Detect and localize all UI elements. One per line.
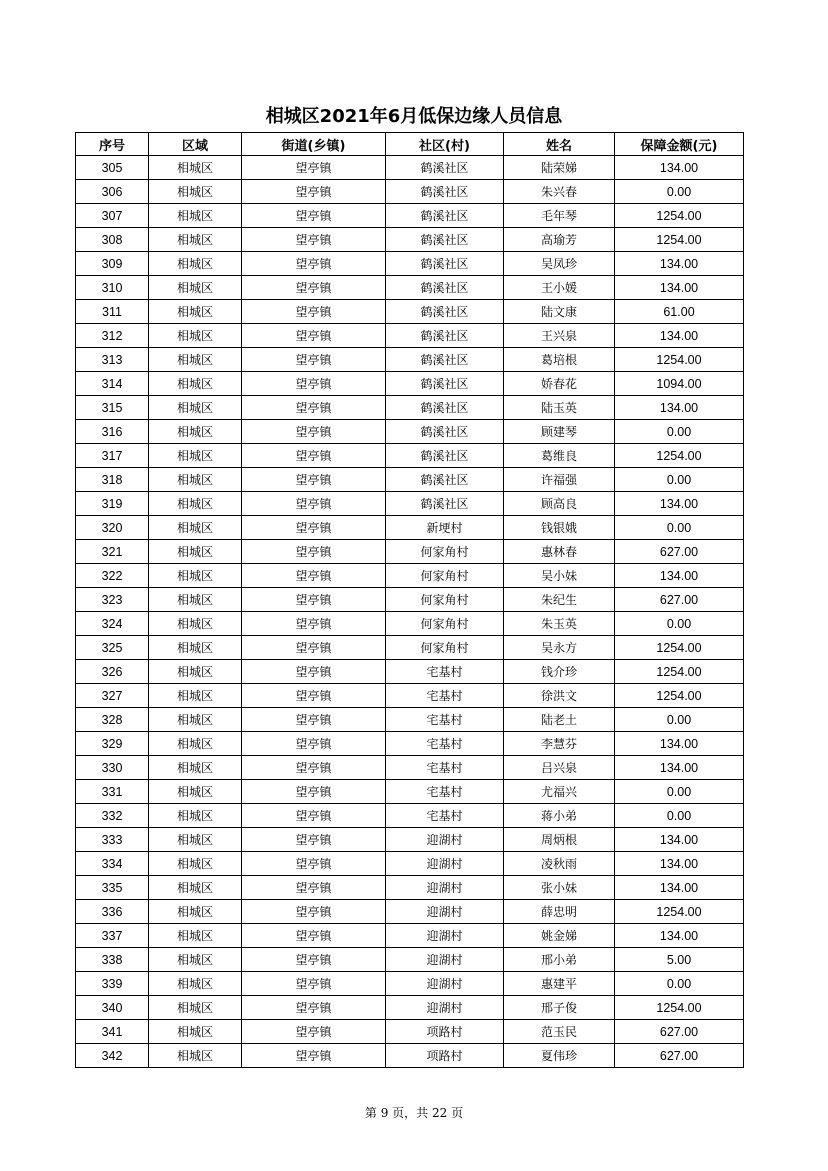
- serial-number-cell: 342: [76, 1044, 149, 1068]
- name-cell: 吴永方: [504, 636, 615, 660]
- street-town-cell: 望亭镇: [242, 468, 386, 492]
- header-street-town: 街道(乡镇): [242, 133, 386, 156]
- street-town-cell: 望亭镇: [242, 444, 386, 468]
- serial-number-cell: 316: [76, 420, 149, 444]
- serial-number-cell: 309: [76, 252, 149, 276]
- street-town-cell: 望亭镇: [242, 252, 386, 276]
- serial-number-cell: 330: [76, 756, 149, 780]
- table-row: [76, 564, 744, 588]
- name-cell: 高瑜芳: [504, 228, 615, 252]
- street-town-cell: 望亭镇: [242, 828, 386, 852]
- benefit-amount-cell: 134.00: [615, 756, 744, 780]
- community-village-cell: 迎湖村: [386, 852, 504, 876]
- district-cell: 相城区: [149, 996, 242, 1020]
- district-cell: 相城区: [149, 444, 242, 468]
- benefit-amount-cell: 134.00: [615, 876, 744, 900]
- serial-number-cell: 336: [76, 900, 149, 924]
- district-cell: 相城区: [149, 708, 242, 732]
- benefit-amount-cell: 0.00: [615, 612, 744, 636]
- table-header-row: [76, 133, 744, 156]
- name-cell: 夏伟珍: [504, 1044, 615, 1068]
- serial-number-cell: 317: [76, 444, 149, 468]
- name-cell: 蒋小弟: [504, 804, 615, 828]
- table-row: [76, 372, 744, 396]
- district-cell: 相城区: [149, 948, 242, 972]
- benefit-amount-cell: 0.00: [615, 468, 744, 492]
- table-body: [76, 156, 744, 1068]
- street-town-cell: 望亭镇: [242, 804, 386, 828]
- community-village-cell: 鹤溪社区: [386, 420, 504, 444]
- page-footer: 第 9 页，共 22 页: [364, 1106, 464, 1120]
- serial-number-cell: 321: [76, 540, 149, 564]
- serial-number-cell: 324: [76, 612, 149, 636]
- benefit-amount-cell: 134.00: [615, 156, 744, 180]
- serial-number-cell: 341: [76, 1020, 149, 1044]
- serial-number-cell: 331: [76, 780, 149, 804]
- table-row: [76, 708, 744, 732]
- community-village-cell: 鹤溪社区: [386, 300, 504, 324]
- benefit-amount-cell: 1094.00: [615, 372, 744, 396]
- table-row: [76, 324, 744, 348]
- table-row: [76, 828, 744, 852]
- district-cell: 相城区: [149, 276, 242, 300]
- serial-number-cell: 333: [76, 828, 149, 852]
- name-cell: 吴小妹: [504, 564, 615, 588]
- district-cell: 相城区: [149, 564, 242, 588]
- benefit-amount-cell: 134.00: [615, 828, 744, 852]
- benefit-amount-cell: 627.00: [615, 588, 744, 612]
- benefit-amount-cell: 134.00: [615, 276, 744, 300]
- community-village-cell: 鹤溪社区: [386, 252, 504, 276]
- benefit-amount-cell: 61.00: [615, 300, 744, 324]
- community-village-cell: 新埂村: [386, 516, 504, 540]
- district-cell: 相城区: [149, 396, 242, 420]
- benefit-amount-cell: 5.00: [615, 948, 744, 972]
- community-village-cell: 鹤溪社区: [386, 492, 504, 516]
- community-village-cell: 鹤溪社区: [386, 444, 504, 468]
- table-row: [76, 972, 744, 996]
- district-cell: 相城区: [149, 732, 242, 756]
- street-town-cell: 望亭镇: [242, 900, 386, 924]
- name-cell: 娇春花: [504, 372, 615, 396]
- table-row: [76, 1020, 744, 1044]
- table-row: [76, 948, 744, 972]
- street-town-cell: 望亭镇: [242, 636, 386, 660]
- street-town-cell: 望亭镇: [242, 180, 386, 204]
- table-row: [76, 180, 744, 204]
- community-village-cell: 宅基村: [386, 684, 504, 708]
- header-district: 区域: [149, 133, 242, 156]
- street-town-cell: 望亭镇: [242, 156, 386, 180]
- community-village-cell: 迎湖村: [386, 948, 504, 972]
- serial-number-cell: 310: [76, 276, 149, 300]
- community-village-cell: 鹤溪社区: [386, 180, 504, 204]
- district-cell: 相城区: [149, 516, 242, 540]
- benefit-amount-cell: 1254.00: [615, 204, 744, 228]
- recipient-table: [75, 132, 744, 1068]
- street-town-cell: 望亭镇: [242, 1020, 386, 1044]
- table-row: [76, 756, 744, 780]
- serial-number-cell: 305: [76, 156, 149, 180]
- serial-number-cell: 338: [76, 948, 149, 972]
- community-village-cell: 鹤溪社区: [386, 204, 504, 228]
- community-village-cell: 迎湖村: [386, 972, 504, 996]
- street-town-cell: 望亭镇: [242, 708, 386, 732]
- community-village-cell: 何家角村: [386, 612, 504, 636]
- benefit-amount-cell: 627.00: [615, 1044, 744, 1068]
- name-cell: 葛培根: [504, 348, 615, 372]
- table-row: [76, 900, 744, 924]
- name-cell: 范玉民: [504, 1020, 615, 1044]
- table-row: [76, 204, 744, 228]
- street-town-cell: 望亭镇: [242, 348, 386, 372]
- serial-number-cell: 340: [76, 996, 149, 1020]
- name-cell: 凌秋雨: [504, 852, 615, 876]
- street-town-cell: 望亭镇: [242, 564, 386, 588]
- street-town-cell: 望亭镇: [242, 756, 386, 780]
- district-cell: 相城区: [149, 780, 242, 804]
- table-row: [76, 804, 744, 828]
- district-cell: 相城区: [149, 468, 242, 492]
- community-village-cell: 宅基村: [386, 708, 504, 732]
- name-cell: 朱兴春: [504, 180, 615, 204]
- serial-number-cell: 328: [76, 708, 149, 732]
- district-cell: 相城区: [149, 612, 242, 636]
- street-town-cell: 望亭镇: [242, 660, 386, 684]
- street-town-cell: 望亭镇: [242, 540, 386, 564]
- table-row: [76, 588, 744, 612]
- table-row: [76, 996, 744, 1020]
- name-cell: 周炳根: [504, 828, 615, 852]
- table-row: [76, 444, 744, 468]
- table-row: [76, 660, 744, 684]
- table-row: [76, 396, 744, 420]
- benefit-amount-cell: 0.00: [615, 804, 744, 828]
- district-cell: 相城区: [149, 180, 242, 204]
- table-row: [76, 1044, 744, 1068]
- header-name: 姓名: [504, 133, 615, 156]
- table-row: [76, 924, 744, 948]
- district-cell: 相城区: [149, 1044, 242, 1068]
- table-row: [76, 516, 744, 540]
- community-village-cell: 何家角村: [386, 564, 504, 588]
- name-cell: 李慧芬: [504, 732, 615, 756]
- table-row: [76, 420, 744, 444]
- district-cell: 相城区: [149, 300, 242, 324]
- district-cell: 相城区: [149, 660, 242, 684]
- benefit-amount-cell: 1254.00: [615, 900, 744, 924]
- name-cell: 姚金娣: [504, 924, 615, 948]
- district-cell: 相城区: [149, 228, 242, 252]
- street-town-cell: 望亭镇: [242, 204, 386, 228]
- serial-number-cell: 312: [76, 324, 149, 348]
- community-village-cell: 鹤溪社区: [386, 348, 504, 372]
- name-cell: 王小媛: [504, 276, 615, 300]
- district-cell: 相城区: [149, 924, 242, 948]
- benefit-amount-cell: 1254.00: [615, 228, 744, 252]
- benefit-amount-cell: 1254.00: [615, 684, 744, 708]
- serial-number-cell: 322: [76, 564, 149, 588]
- street-town-cell: 望亭镇: [242, 420, 386, 444]
- table-row: [76, 300, 744, 324]
- community-village-cell: 迎湖村: [386, 900, 504, 924]
- street-town-cell: 望亭镇: [242, 780, 386, 804]
- table-row: [76, 468, 744, 492]
- benefit-amount-cell: 1254.00: [615, 348, 744, 372]
- street-town-cell: 望亭镇: [242, 996, 386, 1020]
- name-cell: 尤福兴: [504, 780, 615, 804]
- district-cell: 相城区: [149, 852, 242, 876]
- serial-number-cell: 326: [76, 660, 149, 684]
- community-village-cell: 何家角村: [386, 636, 504, 660]
- district-cell: 相城区: [149, 156, 242, 180]
- street-town-cell: 望亭镇: [242, 924, 386, 948]
- benefit-amount-cell: 1254.00: [615, 996, 744, 1020]
- name-cell: 邢小弟: [504, 948, 615, 972]
- name-cell: 许福强: [504, 468, 615, 492]
- community-village-cell: 鹤溪社区: [386, 396, 504, 420]
- benefit-amount-cell: 0.00: [615, 516, 744, 540]
- name-cell: 朱玉英: [504, 612, 615, 636]
- district-cell: 相城区: [149, 900, 242, 924]
- serial-number-cell: 323: [76, 588, 149, 612]
- district-cell: 相城区: [149, 636, 242, 660]
- serial-number-cell: 332: [76, 804, 149, 828]
- name-cell: 钱介珍: [504, 660, 615, 684]
- district-cell: 相城区: [149, 420, 242, 444]
- serial-number-cell: 314: [76, 372, 149, 396]
- community-village-cell: 鹤溪社区: [386, 276, 504, 300]
- serial-number-cell: 329: [76, 732, 149, 756]
- district-cell: 相城区: [149, 828, 242, 852]
- serial-number-cell: 318: [76, 468, 149, 492]
- benefit-amount-cell: 134.00: [615, 852, 744, 876]
- serial-number-cell: 319: [76, 492, 149, 516]
- name-cell: 陆老土: [504, 708, 615, 732]
- street-town-cell: 望亭镇: [242, 612, 386, 636]
- community-village-cell: 鹤溪社区: [386, 156, 504, 180]
- name-cell: 毛年琴: [504, 204, 615, 228]
- street-town-cell: 望亭镇: [242, 372, 386, 396]
- district-cell: 相城区: [149, 684, 242, 708]
- table-row: [76, 852, 744, 876]
- benefit-amount-cell: 627.00: [615, 540, 744, 564]
- name-cell: 吴凤珍: [504, 252, 615, 276]
- table-row: [76, 540, 744, 564]
- serial-number-cell: 335: [76, 876, 149, 900]
- street-town-cell: 望亭镇: [242, 948, 386, 972]
- community-village-cell: 宅基村: [386, 732, 504, 756]
- street-town-cell: 望亭镇: [242, 1044, 386, 1068]
- name-cell: 吕兴泉: [504, 756, 615, 780]
- name-cell: 薛忠明: [504, 900, 615, 924]
- benefit-amount-cell: 134.00: [615, 492, 744, 516]
- table-row: [76, 876, 744, 900]
- community-village-cell: 何家角村: [386, 588, 504, 612]
- street-town-cell: 望亭镇: [242, 684, 386, 708]
- table-row: [76, 228, 744, 252]
- district-cell: 相城区: [149, 348, 242, 372]
- serial-number-cell: 313: [76, 348, 149, 372]
- name-cell: 王兴泉: [504, 324, 615, 348]
- community-village-cell: 宅基村: [386, 804, 504, 828]
- street-town-cell: 望亭镇: [242, 324, 386, 348]
- serial-number-cell: 311: [76, 300, 149, 324]
- community-village-cell: 迎湖村: [386, 924, 504, 948]
- table-row: [76, 276, 744, 300]
- benefit-amount-cell: 0.00: [615, 780, 744, 804]
- community-village-cell: 宅基村: [386, 756, 504, 780]
- serial-number-cell: 315: [76, 396, 149, 420]
- street-town-cell: 望亭镇: [242, 228, 386, 252]
- street-town-cell: 望亭镇: [242, 492, 386, 516]
- community-village-cell: 项路村: [386, 1020, 504, 1044]
- community-village-cell: 何家角村: [386, 540, 504, 564]
- district-cell: 相城区: [149, 804, 242, 828]
- street-town-cell: 望亭镇: [242, 396, 386, 420]
- header-community-village: 社区(村): [386, 133, 504, 156]
- name-cell: 惠林春: [504, 540, 615, 564]
- benefit-amount-cell: 134.00: [615, 564, 744, 588]
- name-cell: 钱银娥: [504, 516, 615, 540]
- street-town-cell: 望亭镇: [242, 852, 386, 876]
- district-cell: 相城区: [149, 876, 242, 900]
- community-village-cell: 鹤溪社区: [386, 468, 504, 492]
- table-row: [76, 780, 744, 804]
- benefit-amount-cell: 134.00: [615, 924, 744, 948]
- community-village-cell: 迎湖村: [386, 828, 504, 852]
- community-village-cell: 迎湖村: [386, 996, 504, 1020]
- table-row: [76, 492, 744, 516]
- community-village-cell: 迎湖村: [386, 876, 504, 900]
- benefit-amount-cell: 134.00: [615, 732, 744, 756]
- benefit-amount-cell: 1254.00: [615, 444, 744, 468]
- page-title: 相城区2021年6月低保边缘人员信息: [265, 106, 563, 127]
- street-town-cell: 望亭镇: [242, 516, 386, 540]
- benefit-amount-cell: 134.00: [615, 252, 744, 276]
- table-row: [76, 156, 744, 180]
- benefit-amount-cell: 0.00: [615, 180, 744, 204]
- community-village-cell: 宅基村: [386, 780, 504, 804]
- table-row: [76, 348, 744, 372]
- street-town-cell: 望亭镇: [242, 732, 386, 756]
- serial-number-cell: 327: [76, 684, 149, 708]
- table-row: [76, 684, 744, 708]
- street-town-cell: 望亭镇: [242, 588, 386, 612]
- benefit-amount-cell: 627.00: [615, 1020, 744, 1044]
- name-cell: 顾高良: [504, 492, 615, 516]
- name-cell: 张小妹: [504, 876, 615, 900]
- serial-number-cell: 325: [76, 636, 149, 660]
- benefit-amount-cell: 1254.00: [615, 660, 744, 684]
- benefit-amount-cell: 134.00: [615, 324, 744, 348]
- name-cell: 徐洪文: [504, 684, 615, 708]
- name-cell: 惠建平: [504, 972, 615, 996]
- district-cell: 相城区: [149, 372, 242, 396]
- serial-number-cell: 337: [76, 924, 149, 948]
- district-cell: 相城区: [149, 252, 242, 276]
- table-row: [76, 636, 744, 660]
- community-village-cell: 宅基村: [386, 660, 504, 684]
- district-cell: 相城区: [149, 204, 242, 228]
- street-town-cell: 望亭镇: [242, 876, 386, 900]
- header-benefit-amount: 保障金额(元): [615, 133, 744, 156]
- serial-number-cell: 334: [76, 852, 149, 876]
- name-cell: 陆玉英: [504, 396, 615, 420]
- community-village-cell: 鹤溪社区: [386, 228, 504, 252]
- district-cell: 相城区: [149, 492, 242, 516]
- community-village-cell: 项路村: [386, 1044, 504, 1068]
- benefit-amount-cell: 134.00: [615, 396, 744, 420]
- street-town-cell: 望亭镇: [242, 276, 386, 300]
- name-cell: 陆文康: [504, 300, 615, 324]
- district-cell: 相城区: [149, 324, 242, 348]
- table-row: [76, 732, 744, 756]
- name-cell: 朱纪生: [504, 588, 615, 612]
- district-cell: 相城区: [149, 972, 242, 996]
- name-cell: 葛维良: [504, 444, 615, 468]
- name-cell: 陆荣娣: [504, 156, 615, 180]
- district-cell: 相城区: [149, 756, 242, 780]
- district-cell: 相城区: [149, 588, 242, 612]
- serial-number-cell: 320: [76, 516, 149, 540]
- serial-number-cell: 306: [76, 180, 149, 204]
- street-town-cell: 望亭镇: [242, 300, 386, 324]
- community-village-cell: 鹤溪社区: [386, 324, 504, 348]
- name-cell: 顾建琴: [504, 420, 615, 444]
- table-row: [76, 252, 744, 276]
- header-serial-number: 序号: [76, 133, 149, 156]
- community-village-cell: 鹤溪社区: [386, 372, 504, 396]
- benefit-amount-cell: 1254.00: [615, 636, 744, 660]
- district-cell: 相城区: [149, 1020, 242, 1044]
- district-cell: 相城区: [149, 540, 242, 564]
- street-town-cell: 望亭镇: [242, 972, 386, 996]
- serial-number-cell: 339: [76, 972, 149, 996]
- serial-number-cell: 308: [76, 228, 149, 252]
- name-cell: 邢子俊: [504, 996, 615, 1020]
- serial-number-cell: 307: [76, 204, 149, 228]
- benefit-amount-cell: 0.00: [615, 420, 744, 444]
- benefit-amount-cell: 0.00: [615, 972, 744, 996]
- benefit-amount-cell: 0.00: [615, 708, 744, 732]
- table-row: [76, 612, 744, 636]
